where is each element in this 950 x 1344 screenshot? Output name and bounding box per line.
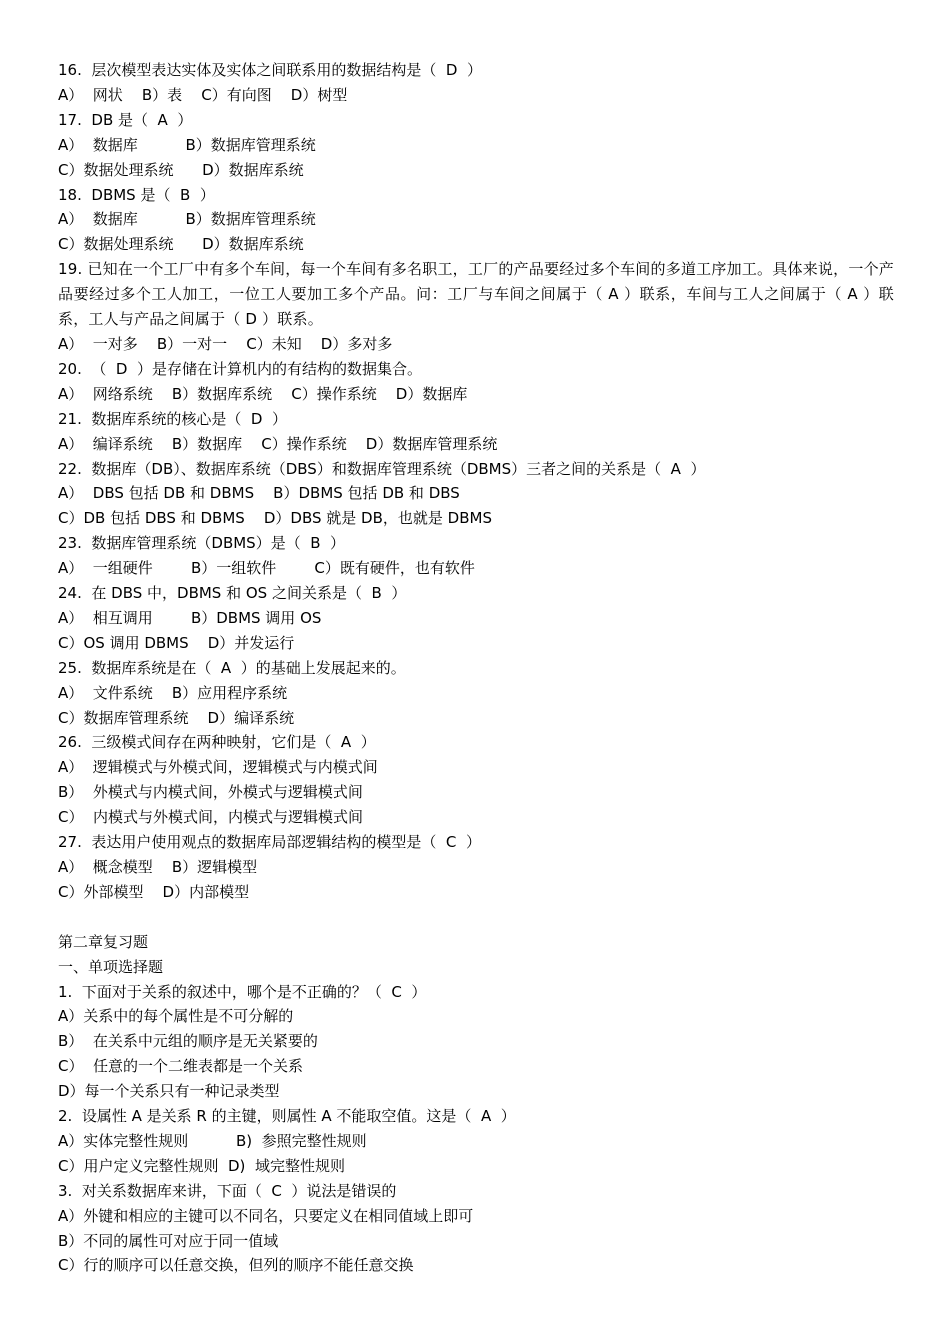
text-line: A） 文件系统 B）应用程序系统 [58,683,288,702]
text-line: A） 一组硬件 B）一组软件 C）既有硬件，也有软件 [58,559,475,578]
text-line: A）实体完整性规则 B) 参照完整性规则 [58,1131,367,1150]
text-line: A） 编译系统 B）数据库 C）操作系统 D）数据库管理系统 [58,434,498,453]
text-line: C）数据处理系统 D）数据库系统 [58,235,304,254]
text-line: 24. 在 DBS 中，DBMS 和 OS 之间关系是（ B ） [58,584,407,603]
text-line: A） 概念模型 B）逻辑模型 [58,858,258,876]
text-line: 21. 数据库系统的核心是（ D ） [58,409,288,428]
text-line: A） 数据库 B）数据库管理系统 [58,135,316,154]
text-line: B） 外模式与内模式间，外模式与逻辑模式间 [58,783,363,802]
text-line: 2. 设属性 A 是关系 R 的主键，则属性 A 不能取空值。这是（ A ） [58,1107,516,1126]
text-line: C）DB 包括 DBS 和 DBMS D）DBS 就是 DB，也就是 DBMS [58,509,492,528]
text-line: A） 网状 B）表 C）有向图 D）树型 [58,85,348,104]
text-line: A） 逻辑模式与外模式间，逻辑模式与内模式间 [58,758,378,777]
section-heading: 一、单项选择题 [58,957,164,976]
text-line: 20. （ D ）是存储在计算机内的有结构的数据集合。 [58,359,423,378]
text-line: C）行的顺序可以任意交换，但列的顺序不能任意交换 [58,1256,414,1275]
text-line: A）外键和相应的主键可以不同名，只要定义在相同值域上即可 [58,1206,474,1225]
text-line: A） 相互调用 B）DBMS 调用 OS [58,608,322,627]
text-line: C）外部模型 D）内部模型 [58,882,250,901]
text-line: C）数据处理系统 D）数据库系统 [58,160,304,179]
text-line: B） 在关系中元组的顺序是无关紧要的 [58,1032,318,1051]
text-line: C） 任意的一个二维表都是一个关系 [58,1057,304,1076]
text-line: A） DBS 包括 DB 和 DBMS B）DBMS 包括 DB 和 DBS [58,484,460,503]
question-block-2 [58,332,894,905]
text-line: A） 网络系统 B）数据库系统 C）操作系统 D）数据库 [58,384,468,403]
text-line: A） 数据库 B）数据库管理系统 [58,210,316,229]
text-line: C）数据库管理系统 D）编译系统 [58,708,295,727]
chapter-heading: 第二章复习题 [58,932,149,951]
chapter-2-section [58,930,894,1279]
text-line: 3. 对关系数据库来讲，下面（ C ）说法是错误的 [58,1181,397,1200]
question-19-paragraph: 19. 已知在一个工厂中有多个车间，每一个车间有多名职工，工厂的产品要经过多个车间的多道工序加工。具体来说，一个产品要经过多个工人加工，一位工人要加工多个产品。问：工厂与车间之间属于（ A ）联系，车间与工人之间属于（ A ）联系，工人与产品之间属于（ D ）联系。 [58,260,894,329]
text-line: C） 内模式与外模式间，内模式与逻辑模式间 [58,808,364,827]
text-line: 23. 数据库管理系统（DBMS）是（ B ） [58,534,346,553]
text-line: 17. DB 是（ A ） [58,110,193,129]
text-line: A）关系中的每个属性是不可分解的 [58,1007,294,1026]
text-line: B）不同的属性可对应于同一值域 [58,1231,279,1250]
text-line: 22. 数据库（DB）、数据库系统（DBS）和数据库管理系统（DBMS）三者之间的关系是（ A ） [58,459,706,478]
text-line: 26. 三级模式间存在两种映射，它们是（ A ） [58,733,376,752]
text-line: 27. 表达用户使用观点的数据库局部逻辑结构的模型是（ C ） [58,833,481,852]
text-line: 18. DBMS 是（ B ） [58,185,215,204]
text-line: C）用户定义完整性规则 D) 域完整性规则 [58,1156,345,1175]
question-block-1 [58,58,894,257]
text-line: D）每一个关系只有一种记录类型 [58,1082,280,1101]
document-page [58,58,894,1278]
text-line: 25. 数据库系统是在（ A ）的基础上发展起来的。 [58,658,406,677]
text-line: 16. 层次模型表达实体及实体之间联系用的数据结构是（ D ） [58,61,483,79]
text-line: 1. 下面对于关系的叙述中，哪个是不正确的？（ C ） [58,982,427,1001]
text-line: C）OS 调用 DBMS D）并发运行 [58,633,295,652]
blank-line [58,905,894,930]
text-line: A） 一对多 B）一对一 C）未知 D）多对多 [58,334,393,353]
